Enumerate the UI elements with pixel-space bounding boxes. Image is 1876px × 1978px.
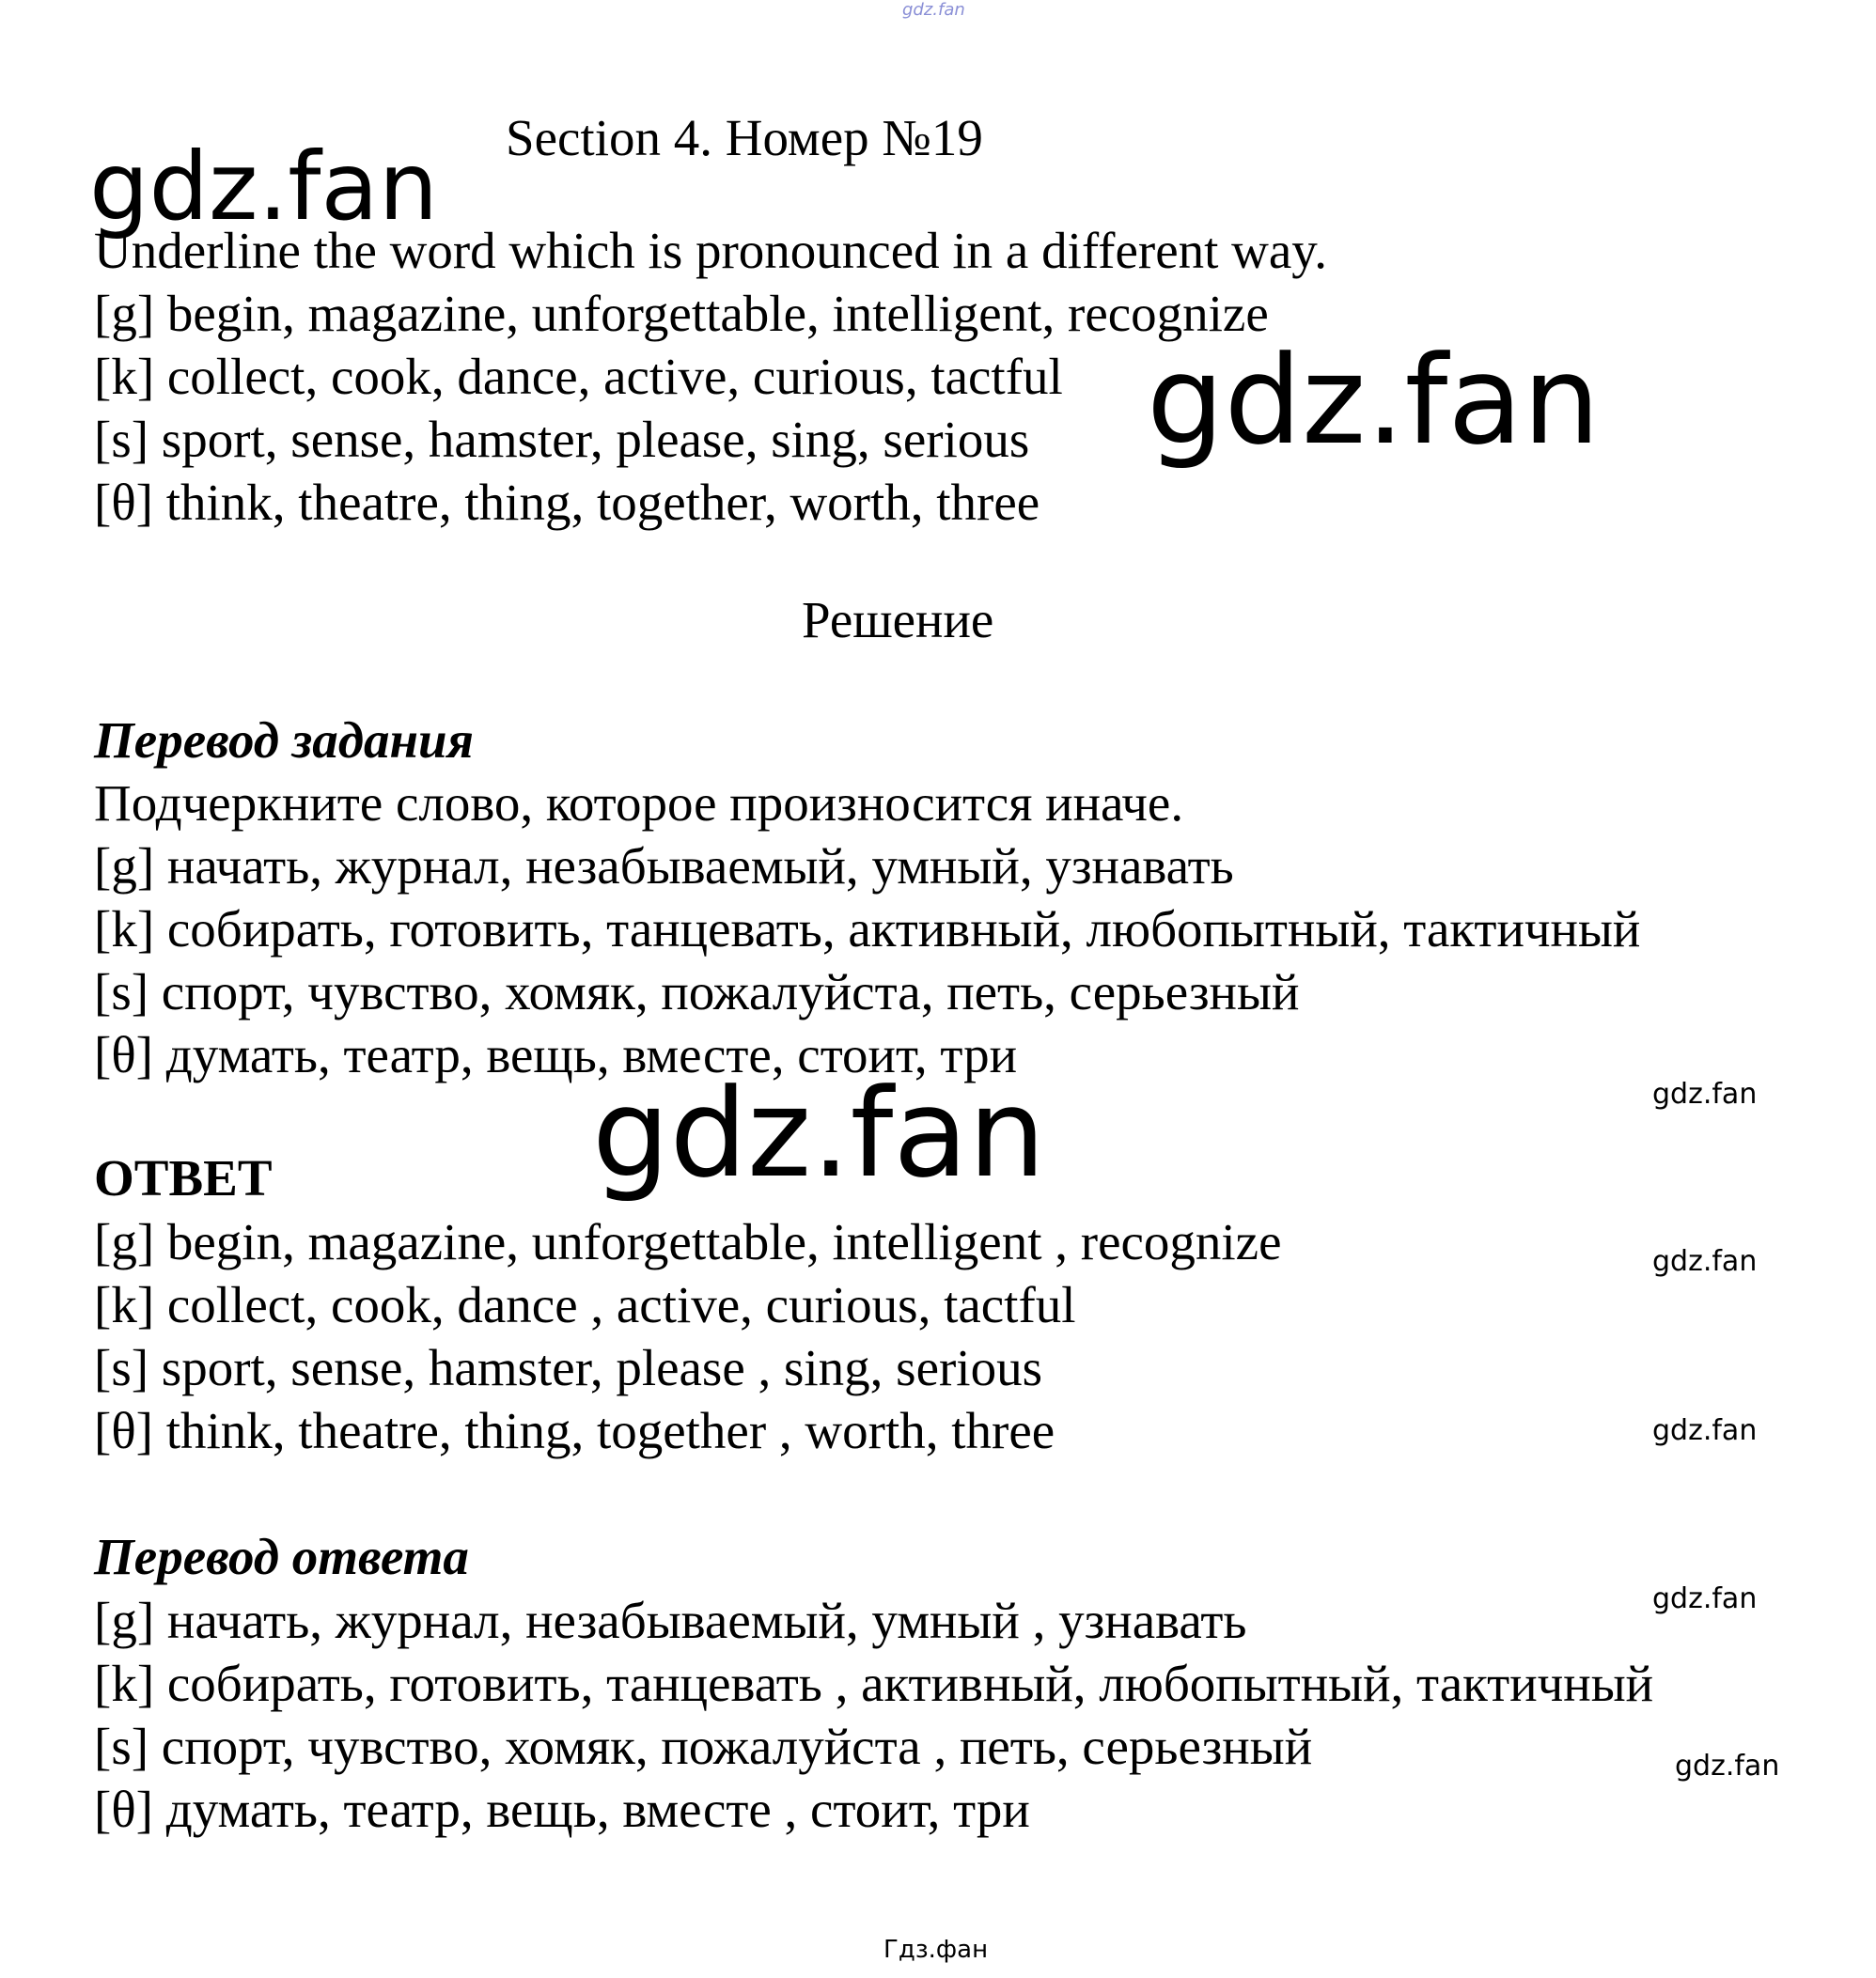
task-line-th: [θ] think, theatre, thing, together, worth, three: [94, 474, 1040, 531]
answer-heading: ОТВЕТ: [94, 1149, 273, 1207]
answer-line-k: [k] collect, cook, dance , active, curious, tactful: [94, 1276, 1076, 1333]
answer-translation-line-s: [s] спорт, чувство, хомяк, пожалуйста , петь, серьезный: [94, 1718, 1313, 1775]
answer-line-th: [θ] think, theatre, thing, together , worth, three: [94, 1402, 1055, 1459]
answer-translation-line-g: [g] начать, журнал, незабываемый, умный , узнавать: [94, 1592, 1247, 1649]
watermark-center-big: gdz.fan: [592, 1062, 1046, 1205]
task-line-s: [s] sport, sense, hamster, please, sing, serious: [94, 411, 1030, 468]
watermark-side-3: gdz.fan: [1652, 1414, 1758, 1447]
answer-translation-line-k: [k] собирать, готовить, танцевать , активный, любопытный, тактичный: [94, 1655, 1654, 1712]
task-instruction: Underline the word which is pronounced in a different way.: [94, 222, 1327, 279]
task-translation-line-k: [k] собирать, готовить, танцевать, активный, любопытный, тактичный: [94, 900, 1641, 958]
task-translation-line-th: [θ] думать, театр, вещь, вместе, стоит, три: [94, 1026, 1017, 1083]
page-title: Section 4. Номер №19: [506, 109, 983, 166]
task-translation-instruction: Подчеркните слово, которое произносится иначе.: [94, 774, 1184, 832]
task-translation-heading: Перевод задания: [94, 711, 474, 769]
watermark-side-4: gdz.fan: [1652, 1582, 1758, 1615]
watermark-side-2: gdz.fan: [1652, 1245, 1758, 1278]
answer-translation-line-th: [θ] думать, театр, вещь, вместе , стоит, три: [94, 1781, 1030, 1838]
answer-translation-heading: Перевод ответа: [94, 1528, 469, 1585]
task-line-g: [g] begin, magazine, unforgettable, intelligent, recognize: [94, 285, 1269, 342]
task-translation-line-s: [s] спорт, чувство, хомяк, пожалуйста, петь, серьезный: [94, 963, 1300, 1020]
watermark-footer: Гдз.фан: [883, 1936, 989, 1964]
task-translation-line-g: [g] начать, журнал, незабываемый, умный, узнавать: [94, 837, 1234, 895]
watermark-side-1: gdz.fan: [1652, 1078, 1758, 1111]
task-line-k: [k] collect, cook, dance, active, curious, tactful: [94, 348, 1063, 405]
answer-line-g: [g] begin, magazine, unforgettable, intelligent , recognize: [94, 1213, 1282, 1270]
answer-line-s: [s] sport, sense, hamster, please , sing, serious: [94, 1339, 1042, 1396]
watermark-top-tiny: gdz.fan: [902, 0, 965, 20]
solution-heading: Решение: [802, 591, 994, 648]
watermark-right-big: gdz.fan: [1147, 329, 1601, 472]
watermark-side-5: gdz.fan: [1675, 1750, 1780, 1783]
watermark-top-left: gdz.fan: [89, 132, 439, 241]
